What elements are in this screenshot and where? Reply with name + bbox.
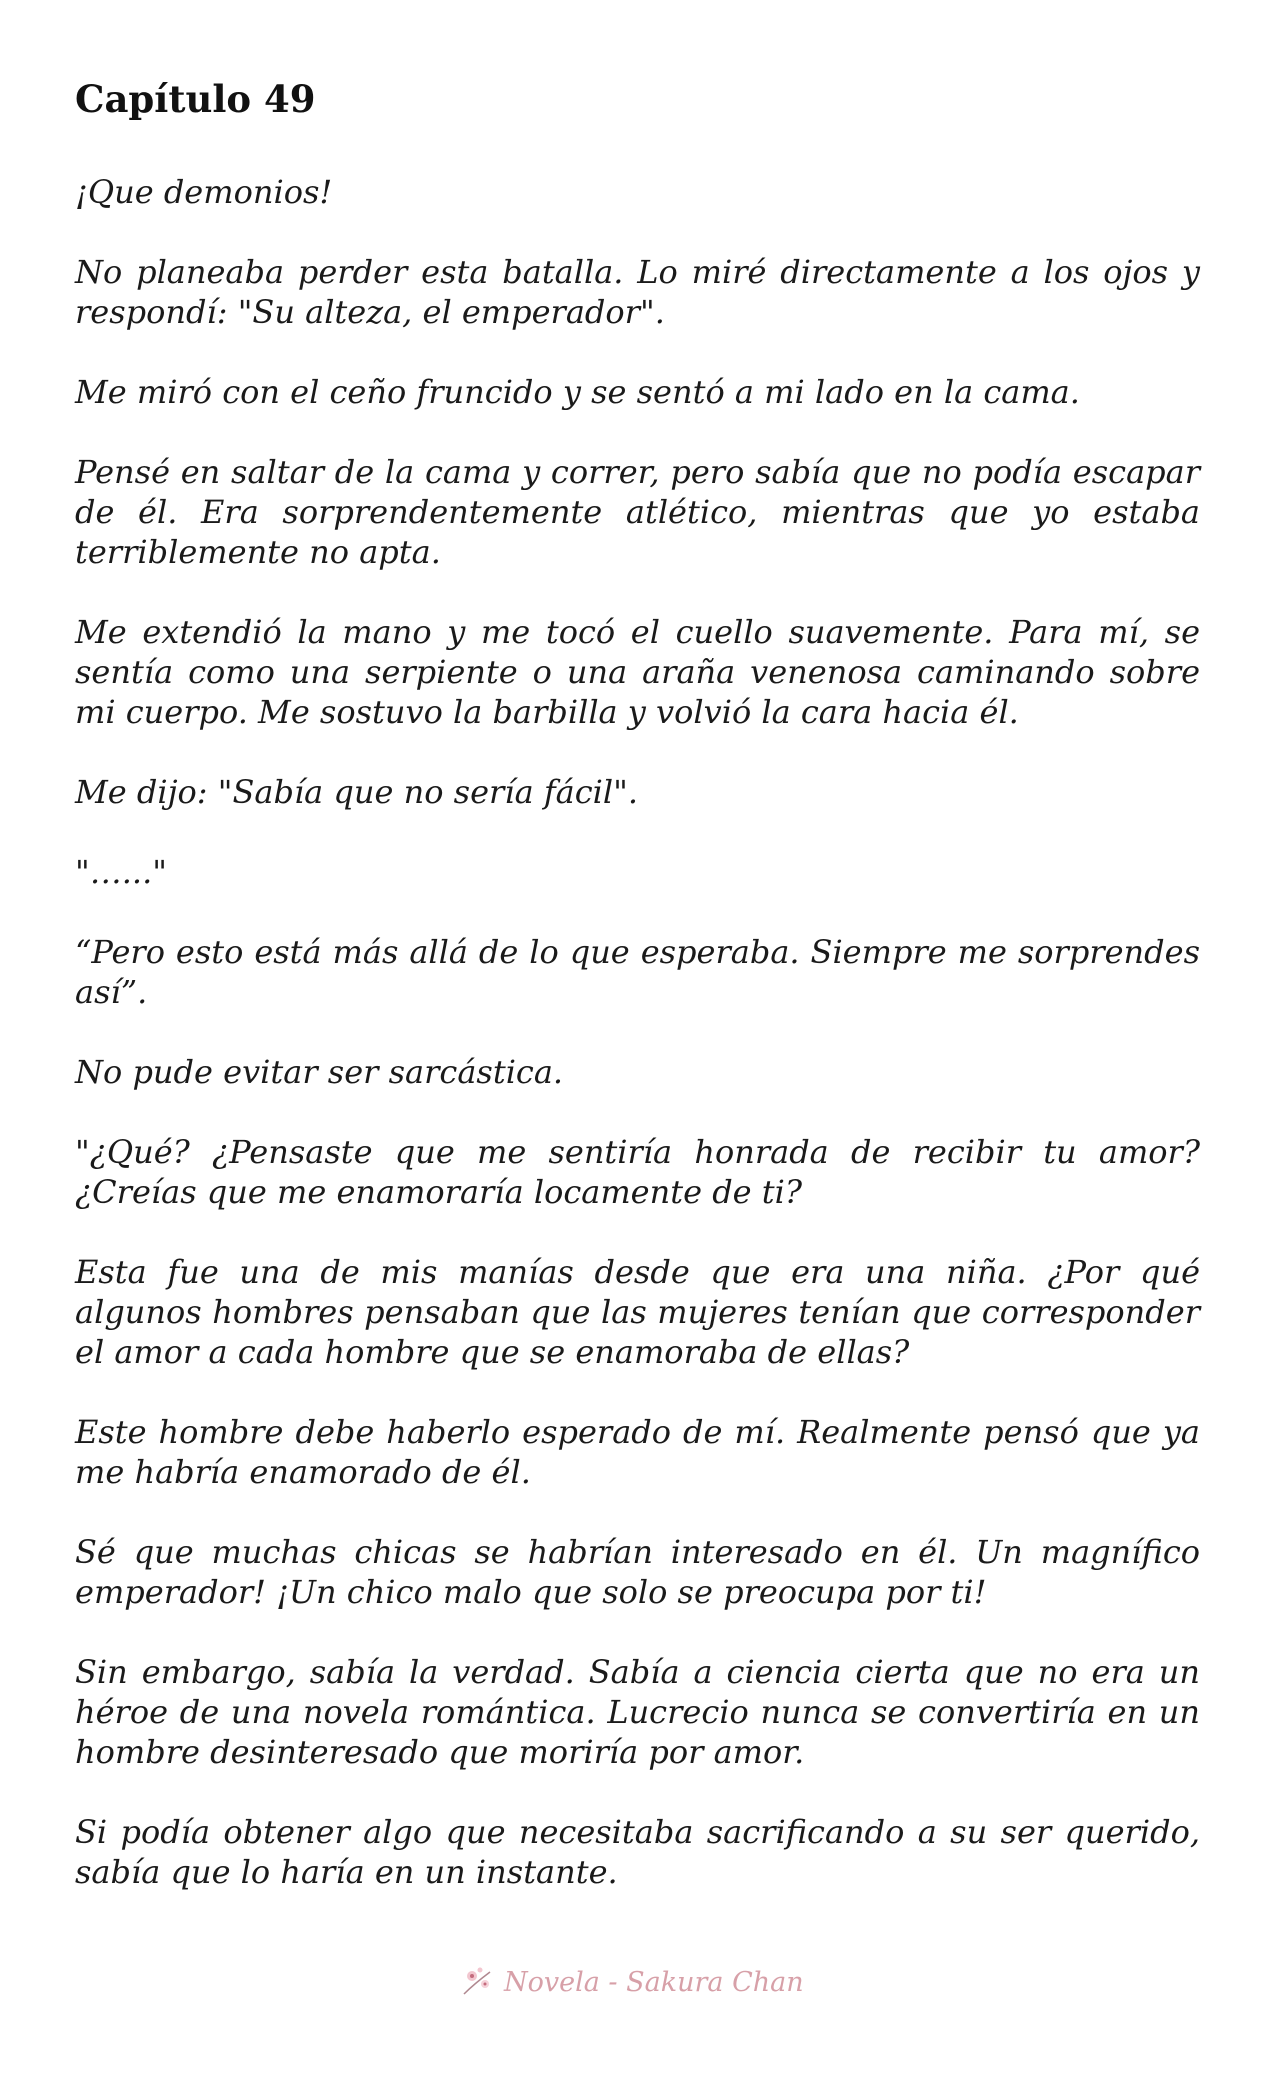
paragraph: Pensé en saltar de la cama y correr, pero sabía que no podía escapar de él. Era sorprendentemente atlético, mientras que yo estaba terriblemente no apta.	[75, 453, 1200, 571]
watermark-text: Novela - Sakura Chan	[504, 1966, 804, 1998]
paragraph: No pude evitar ser sarcástica.	[75, 1053, 564, 1091]
paragraph: Sé que muchas chicas se habrían interesado en él. Un magnífico emperador! ¡Un chico malo que solo se preocupa por ti!	[75, 1533, 1200, 1611]
paragraph: "…..."	[75, 853, 167, 891]
paragraph: Me dijo: "Sabía que no sería fácil".	[75, 773, 639, 811]
paragraph: "¿Qué? ¿Pensaste que me sentiría honrada de recibir tu amor? ¿Creías que me enamoraría locamente de ti?	[75, 1133, 1200, 1211]
paragraph: “Pero esto está más allá de lo que esperaba. Siempre me sorprendes así”.	[75, 933, 1200, 1011]
paragraph: No planeaba perder esta batalla. Lo miré directamente a los ojos y respondí: "Su alteza, el emperador".	[75, 253, 1200, 331]
watermark	[460, 1960, 860, 2004]
paragraph: Me miró con el ceño fruncido y se sentó a mi lado en la cama.	[75, 373, 1080, 411]
paragraph: ¡Que demonios!	[75, 173, 333, 211]
paragraph: Me extendió la mano y me tocó el cuello suavemente. Para mí, se sentía como una serpiente o una araña venenosa caminando sobre mi cuerpo. Me sostuvo la barbilla y volvió la cara hacia él.	[75, 613, 1200, 731]
paragraph: Este hombre debe haberlo esperado de mí. Realmente pensó que ya me habría enamorado de él.	[75, 1413, 1200, 1491]
paragraph: Sin embargo, sabía la verdad. Sabía a ciencia cierta que no era un héroe de una novela romántica. Lucrecio nunca se convertiría en un hombre desinteresado que moriría por amor.	[75, 1653, 1200, 1771]
chapter-page	[75, 70, 1200, 1932]
chapter-title: Capítulo 49	[75, 77, 316, 121]
paragraph: Si podía obtener algo que necesitaba sacrificando a su ser querido, sabía que lo haría en un instante.	[75, 1813, 1200, 1891]
paragraph: Esta fue una de mis manías desde que era una niña. ¿Por qué algunos hombres pensaban que las mujeres tenían que corresponder el amor a cada hombre que se enamoraba de ellas?	[75, 1253, 1200, 1371]
sakura-blossom-icon	[460, 1964, 496, 2000]
